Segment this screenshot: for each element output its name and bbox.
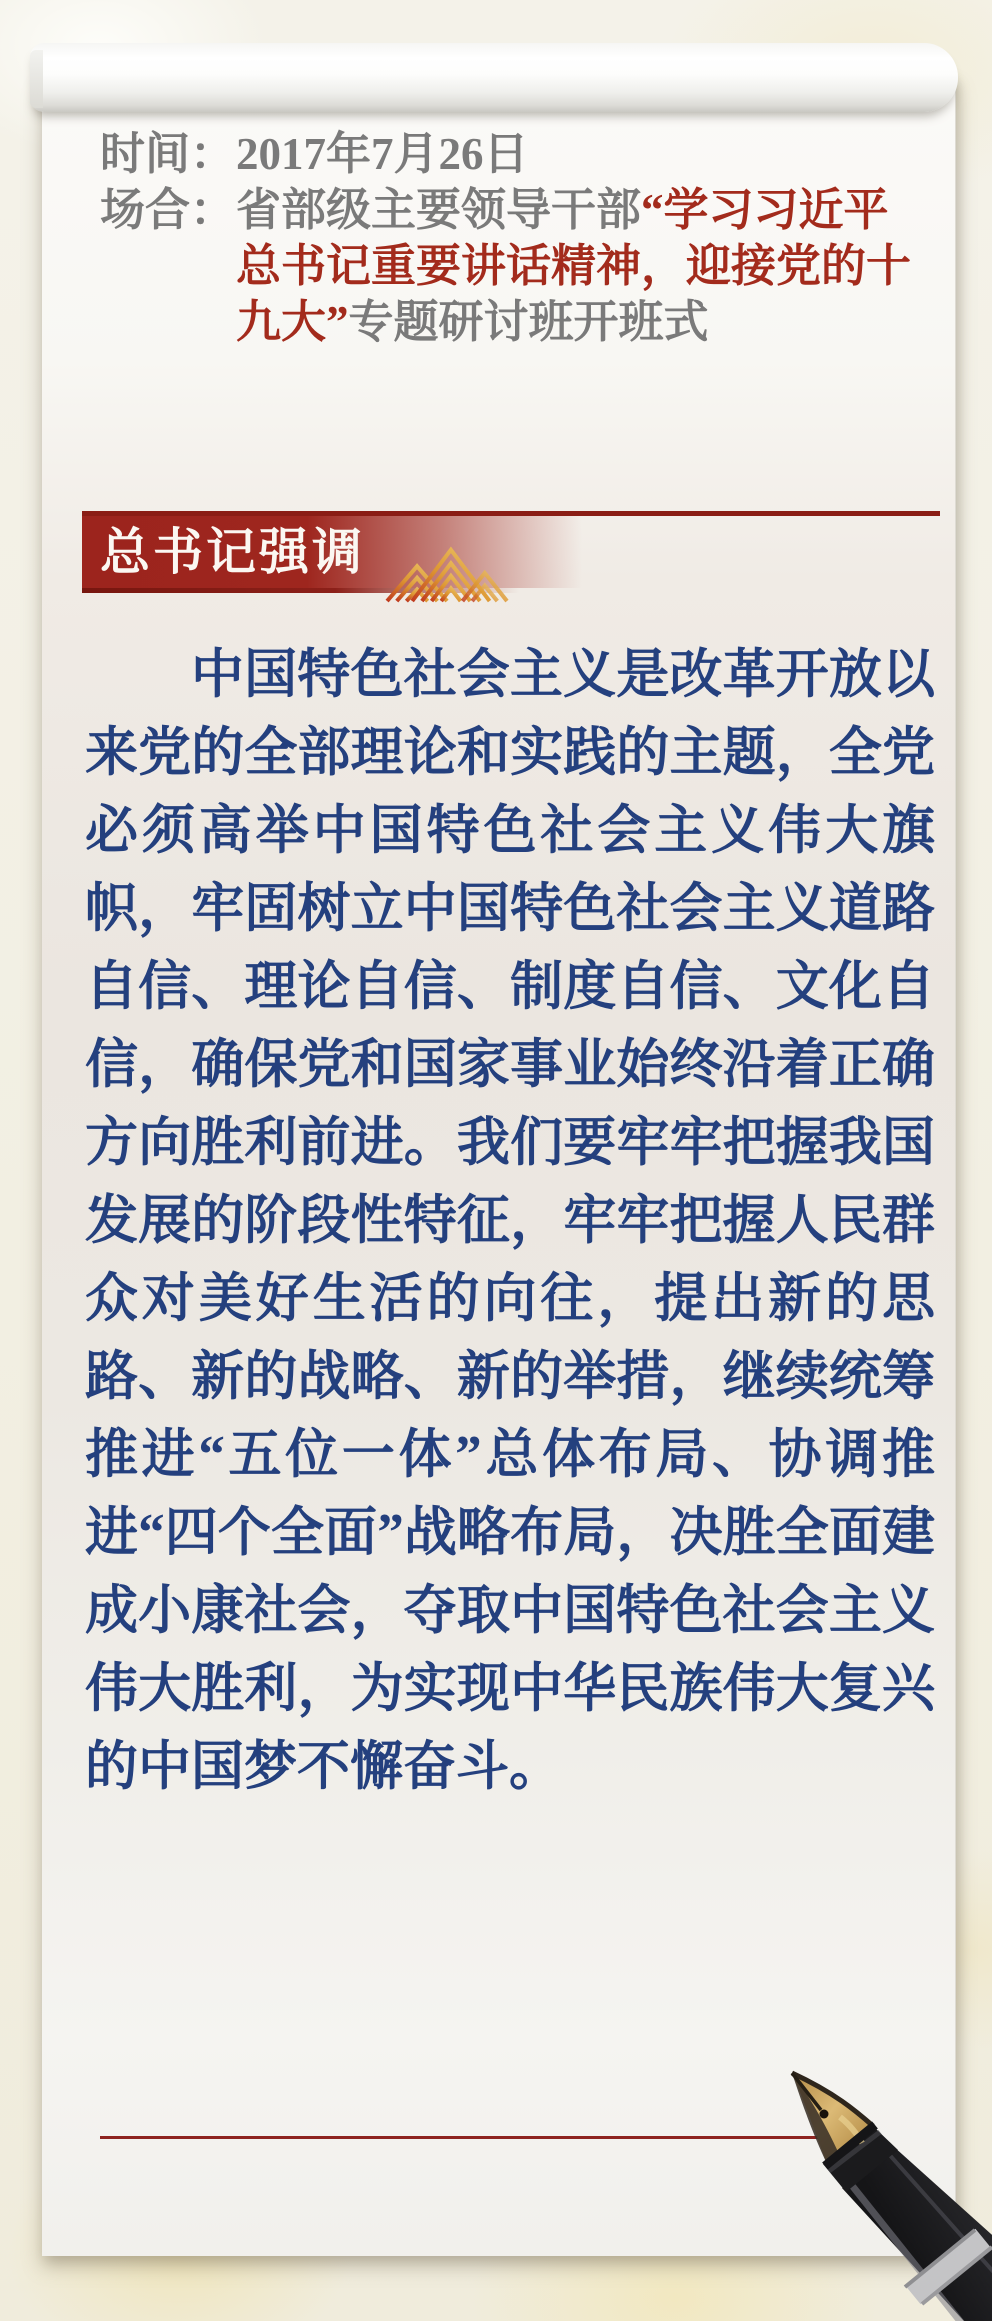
time-label: 时间： bbox=[100, 129, 236, 179]
meta-block bbox=[100, 126, 932, 350]
mountain-peaks-icon bbox=[385, 545, 511, 603]
occasion-value bbox=[236, 182, 932, 350]
paper-scroll-fold bbox=[30, 50, 43, 108]
quote-paragraph: 中国特色社会主义是改革开放以来党的全部理论和实践的主题，全党必须高举中国特色社会主义伟大旗帜，牢固树立中国特色社会主义道路自信、理论自信、制度自信、文化自信，确保党和国家事业始终沿着正确方向胜利前进。我们要牢牢把握我国发展的阶段性特征，牢牢把握人民群众对美好生活的向往，提出新的思路、新的战略、新的举措，继续统筹推进“五位一体”总体布局、协调推进“四个全面”战略布局，决胜全面建成小康社会，夺取中国特色社会主义伟大胜利，为实现中华民族伟大复兴的中国梦不懈奋斗。 bbox=[85, 646, 935, 1796]
occasion-red-quote: “学习习近平总书记重要讲话精神，迎接党的十九大” bbox=[236, 185, 912, 347]
meta-time-row bbox=[100, 126, 932, 182]
banner-title: 总书记强调 bbox=[100, 524, 365, 580]
occasion-gray-prefix: 省部级主要领导干部 bbox=[236, 185, 642, 235]
paper-scroll-curl bbox=[30, 43, 958, 112]
meta-occasion-row bbox=[100, 182, 932, 350]
fountain-pen-icon bbox=[690, 2025, 992, 2321]
time-value: 2017年7月26日 bbox=[236, 129, 529, 179]
occasion-gray-suffix: 专题研讨班开班式 bbox=[348, 297, 709, 347]
occasion-label: 场合： bbox=[100, 185, 236, 235]
